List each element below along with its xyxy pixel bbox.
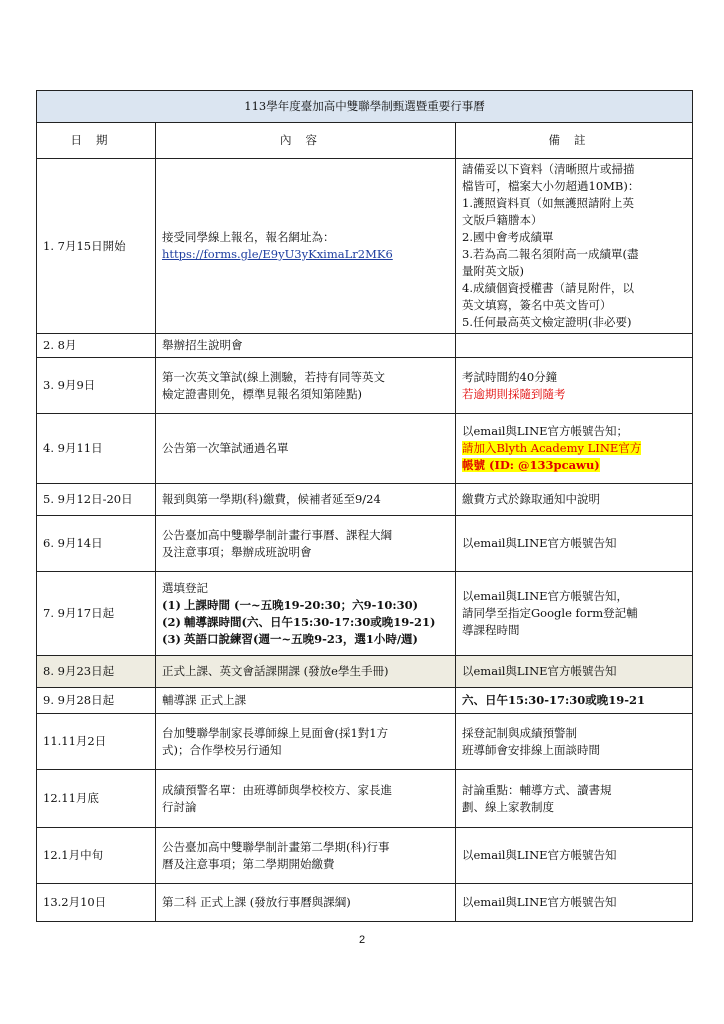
row-note (456, 770, 693, 828)
row-content-line: 行討論 (162, 799, 197, 814)
table-row (37, 414, 693, 484)
note-line: 4.成績個資授權書（請見附件，以 (462, 281, 634, 295)
row-note (456, 714, 693, 770)
table-row (37, 688, 693, 714)
row-date: 3. 9月9日 (37, 358, 156, 414)
row-date: 12.11月底 (37, 770, 156, 828)
item-number: (2) (162, 614, 181, 629)
header-date: 日期 (37, 123, 156, 159)
note-line: 繳費方式於錄取通知中說明 (462, 492, 600, 506)
line-id-highlight: 帳號 (ID: @133pcawu) (462, 458, 600, 472)
row-content-line: 接受同學線上報名，報名網址為： (162, 230, 335, 244)
row-content-line: 正式上課、英文會話課開課 (發放e學生手冊) (162, 664, 389, 678)
note-line: 文版戶籍謄本） (462, 213, 543, 227)
row-content-line: 台加雙聯學制家長導師線上見面會(採1對1方 (162, 725, 389, 740)
note-line: 班導師會安排線上面談時間 (462, 742, 600, 757)
row-content-line: 報到與第一學期(科)繳費，候補者延至9/24 (162, 492, 381, 506)
row-content-line: 輔導課 正式上課 (162, 693, 247, 707)
row-content-line: 公告臺加高中雙聯學制計畫第二學期(科)行事 (162, 839, 390, 854)
row-date: 1. 7月15日開始 (37, 159, 156, 334)
header-note: 備註 (456, 123, 693, 159)
note-line: 請同學至指定Google form登記輔 (462, 606, 638, 620)
note-line: 討論重點：輔導方式、讀書規 (462, 782, 612, 797)
table-row (37, 516, 693, 572)
table-title: 113學年度臺加高中雙聯學制甄選暨重要行事曆 (37, 91, 693, 123)
item-label: 輔導課時間(六、日午15:30-17:30或晚19-21) (184, 614, 436, 629)
row-date: 11.11月2日 (37, 714, 156, 770)
note-line: 劃、線上家教制度 (462, 799, 554, 814)
row-content (156, 334, 456, 358)
table-row (37, 656, 693, 688)
note-line: 以email與LINE官方帳號告知； (462, 424, 629, 438)
table-row (37, 334, 693, 358)
note-line-warning: 若逾期則採隨到隨考 (462, 386, 566, 401)
row-content (156, 484, 456, 516)
row-date: 2. 8月 (37, 334, 156, 358)
header-content: 內容 (156, 123, 456, 159)
table-row (37, 484, 693, 516)
row-content-line: 及注意事項；舉辦成班說明會 (162, 544, 312, 559)
note-line: 以email與LINE官方帳號告知 (462, 848, 617, 862)
row-content-line: 公告第一次筆試通過名單 (162, 441, 289, 455)
row-content-line: 舉辦招生說明會 (162, 338, 243, 352)
table-row (37, 714, 693, 770)
note-line: 以email與LINE官方帳號告知 (462, 895, 617, 909)
note-line: 六、日午15:30-17:30或晚19-21 (462, 693, 646, 707)
row-content (156, 770, 456, 828)
row-content (156, 572, 456, 656)
item-number: (1) (162, 597, 181, 612)
row-content-line: 檢定證書則免，標準見報名須知第陸點) (162, 386, 362, 401)
row-content-line: 曆及注意事項；第二學期開始繳費 (162, 856, 335, 871)
row-date: 7. 9月17日起 (37, 572, 156, 656)
row-date: 5. 9月12日-20日 (37, 484, 156, 516)
table-row (37, 770, 693, 828)
row-note (456, 572, 693, 656)
row-content (156, 516, 456, 572)
note-line: 檔皆可，檔案大小勿超過10MB)： (462, 179, 640, 193)
table-row (37, 358, 693, 414)
note-line: 英文填寫，簽名中英文皆可） (462, 298, 612, 312)
note-line: 1.護照資料頁（如無護照請附上英 (462, 196, 634, 210)
row-date: 12.1月中旬 (37, 828, 156, 884)
schedule-table (36, 90, 693, 922)
row-date: 6. 9月14日 (37, 516, 156, 572)
row-note (456, 516, 693, 572)
note-line: 導課程時間 (462, 623, 520, 637)
row-note (456, 159, 693, 334)
row-content (156, 159, 456, 334)
page-number: 2 (358, 934, 366, 946)
note-line: 5.任何最高英文檢定證明(非必要) (462, 315, 632, 329)
note-line: 採登記制與成績預警制 (462, 725, 577, 740)
note-line: 3.若為高二報名須附高一成績單(盡 (462, 247, 639, 261)
row-content (156, 656, 456, 688)
table-row (37, 572, 693, 656)
table-row (37, 884, 693, 922)
table-row (37, 828, 693, 884)
item-label: 上課時間 (一~五晚19-20:30；六9-10:30) (184, 597, 419, 612)
note-line: 2.國中會考成績單 (462, 230, 554, 244)
note-line: 請備妥以下資料（清晰照片或掃描 (462, 162, 635, 176)
note-line: 以email與LINE官方帳號告知 (462, 664, 617, 678)
row-note (456, 828, 693, 884)
row-content (156, 828, 456, 884)
row-note (456, 884, 693, 922)
row-content-line: 第二科 正式上課 (發放行事曆與課綱) (162, 895, 351, 909)
row-date: 4. 9月11日 (37, 414, 156, 484)
row-content (156, 714, 456, 770)
item-number: (3) (162, 631, 181, 646)
row-date: 13.2月10日 (37, 884, 156, 922)
row-note (456, 688, 693, 714)
row-content-line: 第一次英文筆試(線上測驗，若持有同等英文 (162, 369, 385, 384)
row-content-line: 式)；合作學校另行通知 (162, 742, 282, 757)
row-date: 8. 9月23日起 (37, 656, 156, 688)
row-content-line: 選填登記 (162, 580, 208, 595)
row-content (156, 688, 456, 714)
row-content-line: 成績預警名單：由班導師與學校校方、家長進 (162, 782, 392, 797)
note-line: 量附英文版) (462, 264, 524, 278)
note-line-highlight: 請加入Blyth Academy LINE官方 (462, 441, 642, 455)
row-note (456, 484, 693, 516)
row-note (456, 414, 693, 484)
row-note (456, 656, 693, 688)
note-line: 考試時間約40分鐘 (462, 369, 558, 384)
registration-link[interactable]: https://forms.gle/E9yU3yKximaLr2MK6 (162, 247, 393, 261)
row-content (156, 884, 456, 922)
item-label: 英語口說練習(週一~五晚9-23，選1小時/週) (184, 631, 418, 646)
row-date: 9. 9月28日起 (37, 688, 156, 714)
row-content (156, 358, 456, 414)
note-line: 以email與LINE官方帳號告知 (462, 536, 617, 550)
row-content (156, 414, 456, 484)
note-line: 以email與LINE官方帳號告知， (462, 589, 629, 603)
table-row (37, 159, 693, 334)
row-content-line: 公告臺加高中雙聯學制計畫行事曆、課程大綱 (162, 527, 392, 542)
row-note (456, 334, 693, 358)
row-note (456, 358, 693, 414)
